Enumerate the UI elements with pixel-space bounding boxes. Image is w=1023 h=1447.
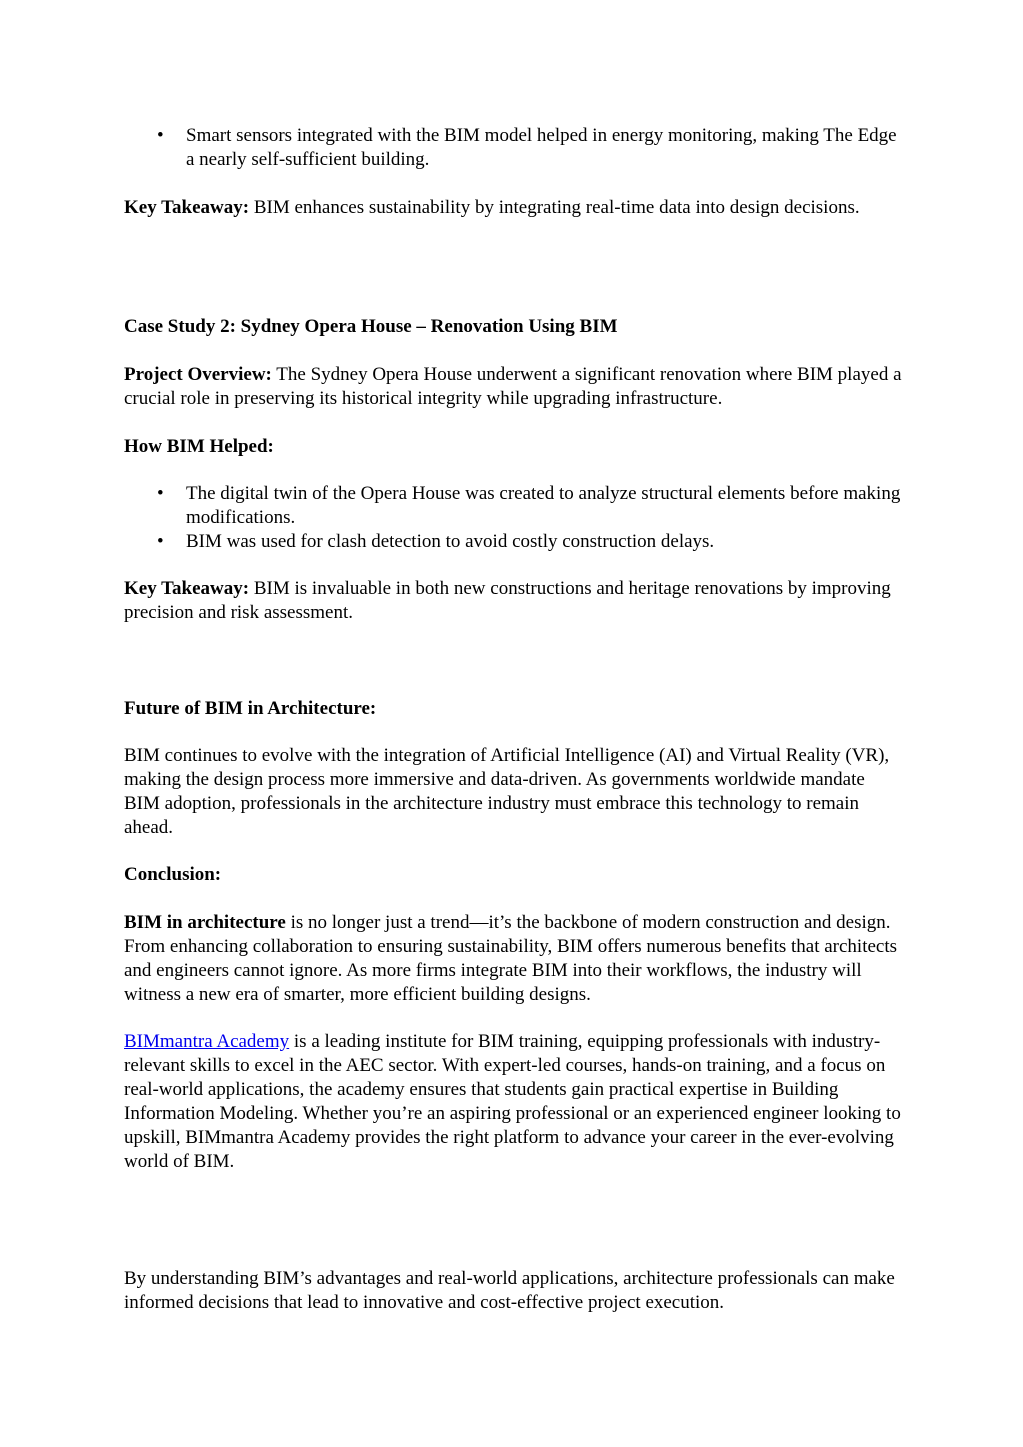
key-takeaway-label: Key Takeaway: xyxy=(124,197,250,218)
bimmantra-academy-link[interactable]: BIMmantra Academy xyxy=(124,1031,290,1052)
bullet-list-top xyxy=(124,124,904,172)
project-overview-text: The Sydney Opera House underwent a significant renovation where BIM played a crucial role in preserving its historical integrity while upgrading infrastructure. xyxy=(124,364,902,409)
bullet-icon: • xyxy=(157,531,164,552)
conclusion-heading xyxy=(124,863,904,887)
key-takeaway-label: Key Takeaway: xyxy=(124,578,250,599)
closing-paragraph: By understanding BIM’s advantages and real-world applications, architecture professionals can make informed decisions that lead to innovative and cost-effective project execution. xyxy=(124,1268,895,1313)
conclusion-heading-text: Conclusion: xyxy=(124,864,222,885)
future-paragraph: BIM continues to evolve with the integration of Artificial Intelligence (AI) and Virtual Reality (VR), making the design process more immersive and data-driven. As governments worldwide mandate BIM adoption, professionals in the architecture industry must embrace this technology to remain ahead. xyxy=(124,745,890,838)
how-bim-helped-heading xyxy=(124,435,904,459)
case-study-2-heading-text: Case Study 2: Sydney Opera House – Renovation Using BIM xyxy=(124,316,618,337)
key-takeaway-1 xyxy=(124,196,904,220)
bullet-list-case-study-2 xyxy=(124,482,904,554)
list-item xyxy=(124,482,904,530)
bullet-icon: • xyxy=(157,483,164,504)
key-takeaway-text: BIM is invaluable in both new constructions and heritage renovations by improving precision and risk assessment. xyxy=(124,578,891,623)
key-takeaway-text: BIM enhances sustainability by integrating real-time data into design decisions. xyxy=(249,197,860,218)
academy-paragraph xyxy=(124,1030,904,1174)
list-item-text: The digital twin of the Opera House was created to analyze structural elements before making modifications. xyxy=(186,483,901,528)
conclusion-bold-lead: BIM in architecture xyxy=(124,912,286,933)
academy-text: is a leading institute for BIM training, equipping professionals with industry-relevant skills to excel in the AEC sector. With expert-led courses, hands-on training, and a focus on real-world applications, the academy ensures that students gain practical expertise in Building Information Modeling. Whether you’re an aspiring professional or an experienced engineer looking to upskill, BIMmantra Academy provides the right platform to advance your career in the ever-evolving world of BIM. xyxy=(124,1031,901,1172)
bullet-icon: • xyxy=(157,125,164,146)
how-bim-helped-heading-text: How BIM Helped: xyxy=(124,436,274,457)
key-takeaway-2 xyxy=(124,577,904,625)
conclusion-paragraph xyxy=(124,911,904,1007)
project-overview xyxy=(124,363,904,411)
list-item xyxy=(124,530,904,554)
conclusion-text: is no longer just a trend—it’s the backbone of modern construction and design. From enhancing collaboration to ensuring sustainability, BIM offers numerous benefits that architects and engineers cannot ignore. As more firms integrate BIM into their workflows, the industry will witness a new era of smarter, more efficient building designs. xyxy=(124,912,898,1005)
case-study-2-heading xyxy=(124,315,904,339)
list-item-text: Smart sensors integrated with the BIM model helped in energy monitoring, making The Edge a nearly self-sufficient building. xyxy=(186,125,897,170)
future-heading xyxy=(124,697,904,721)
list-item xyxy=(124,124,904,172)
future-heading-text: Future of BIM in Architecture: xyxy=(124,698,377,719)
list-item-text: BIM was used for clash detection to avoid costly construction delays. xyxy=(186,531,715,552)
project-overview-label: Project Overview: xyxy=(124,364,272,385)
